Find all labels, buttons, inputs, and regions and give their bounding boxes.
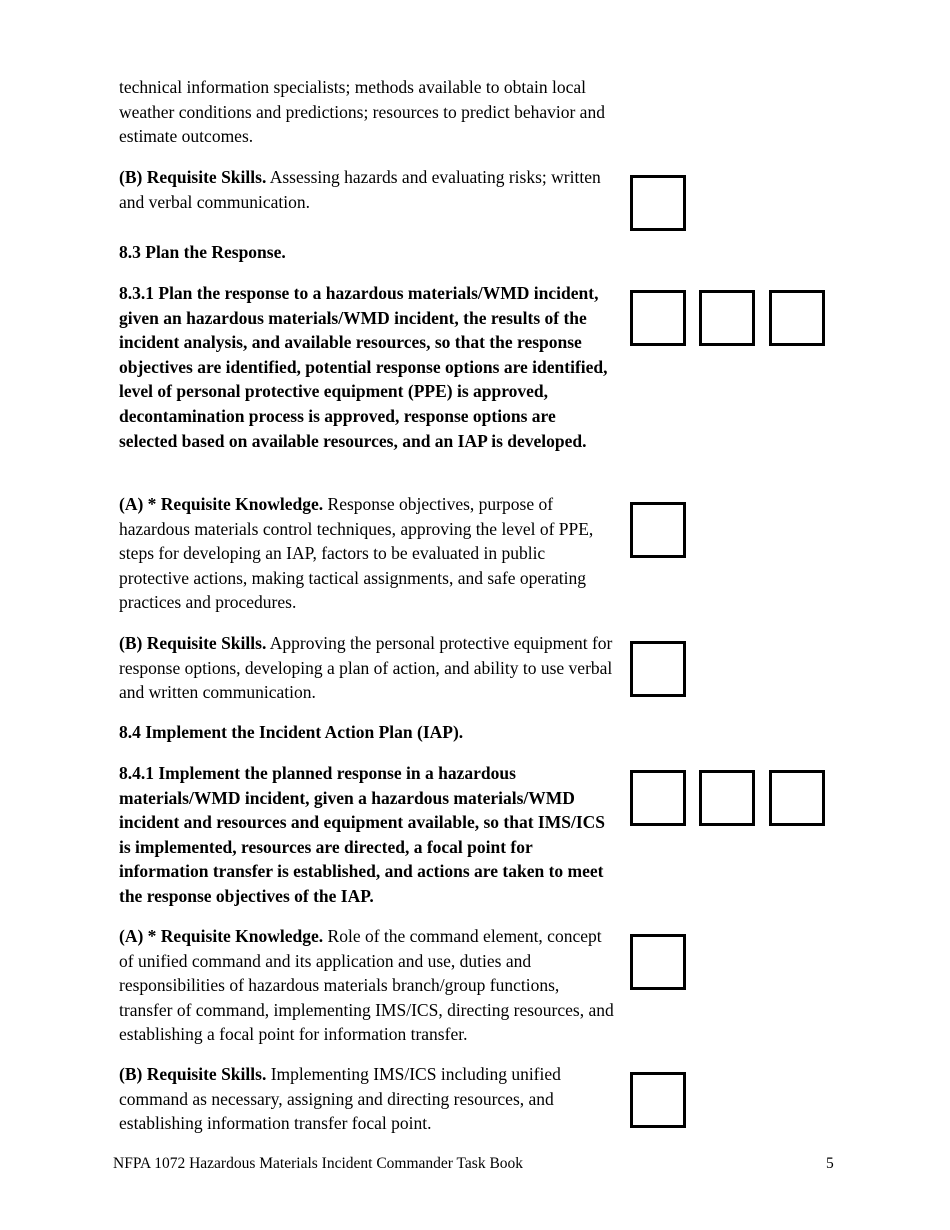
- requisite-knowledge-label: (A) * Requisite Knowledge.: [119, 494, 324, 514]
- continued-knowledge-paragraph: technical information specialists; methods available to obtain local weather conditions and predictions; resources to predict behavior and estimate outcomes.: [119, 77, 605, 147]
- requisite-skills-paragraph: (B) Requisite Skills. Assessing hazards and evaluating risks; written and verbal communication.: [119, 167, 601, 212]
- task-8-3-1-statement: 8.3.1 Plan the response to a hazardous materials/WMD incident, given an hazardous materials/WMD incident, the results of the incident analysis, and available resources, so that the response objectives are identified, potential response options are identified, level of personal protective equipment (PPE) is approved, decontamination process is approved, response options are selected based on available resources, and an IAP is developed.: [119, 283, 608, 451]
- signoff-checkbox[interactable]: [630, 934, 686, 990]
- requisite-knowledge-label: (A) * Requisite Knowledge.: [119, 926, 324, 946]
- requisite-knowledge-8-3-1: (A) * Requisite Knowledge. Response objectives, purpose of hazardous materials control techniques, approving the level of PPE, steps for developing an IAP, factors to be evaluated in public protective actions, making tactical assignments, and safe operating practices and procedures.: [119, 494, 594, 613]
- requisite-knowledge-8-4-1: (A) * Requisite Knowledge. Role of the command element, concept of unified command and its application and use, duties and responsibilities of hazardous materials branch/group functions, transfer of command, implementing IMS/ICS, directing resources, and establishing a focal point for information transfer.: [119, 926, 614, 1045]
- requisite-skills-label: (B) Requisite Skills.: [119, 167, 267, 187]
- signoff-checkbox[interactable]: [630, 175, 686, 231]
- signoff-checkbox-2[interactable]: [699, 290, 755, 346]
- page-number: 5: [826, 1155, 834, 1172]
- signoff-checkbox[interactable]: [630, 641, 686, 697]
- signoff-checkbox-1[interactable]: [630, 770, 686, 826]
- footer-document-title: NFPA 1072 Hazardous Materials Incident Commander Task Book: [113, 1155, 524, 1172]
- signoff-checkbox-3[interactable]: [769, 290, 825, 346]
- section-heading-8-3: 8.3 Plan the Response.: [119, 242, 286, 262]
- section-heading-8-4: 8.4 Implement the Incident Action Plan (IAP).: [119, 722, 464, 742]
- signoff-checkbox[interactable]: [630, 1072, 686, 1128]
- requisite-skills-label: (B) Requisite Skills.: [119, 633, 267, 653]
- requisite-skills-label: (B) Requisite Skills.: [119, 1064, 267, 1084]
- signoff-checkbox[interactable]: [630, 502, 686, 558]
- signoff-checkbox-2[interactable]: [699, 770, 755, 826]
- signoff-checkbox-3[interactable]: [769, 770, 825, 826]
- signoff-checkbox-1[interactable]: [630, 290, 686, 346]
- requisite-skills-8-4-1: (B) Requisite Skills. Implementing IMS/ICS including unified command as necessary, assigning and directing resources, and establishing information transfer focal point.: [119, 1064, 561, 1134]
- task-8-4-1-statement: 8.4.1 Implement the planned response in a hazardous materials/WMD incident, given a hazardous materials/WMD incident and resources and equipment available, so that IMS/ICS is implemented, resources are directed, a focal point for information transfer is established, and actions are taken to meet the response objectives of the IAP.: [119, 763, 606, 906]
- requisite-skills-8-3-1: (B) Requisite Skills. Approving the personal protective equipment for response options, developing a plan of action, and ability to use verbal and written communication.: [119, 633, 613, 703]
